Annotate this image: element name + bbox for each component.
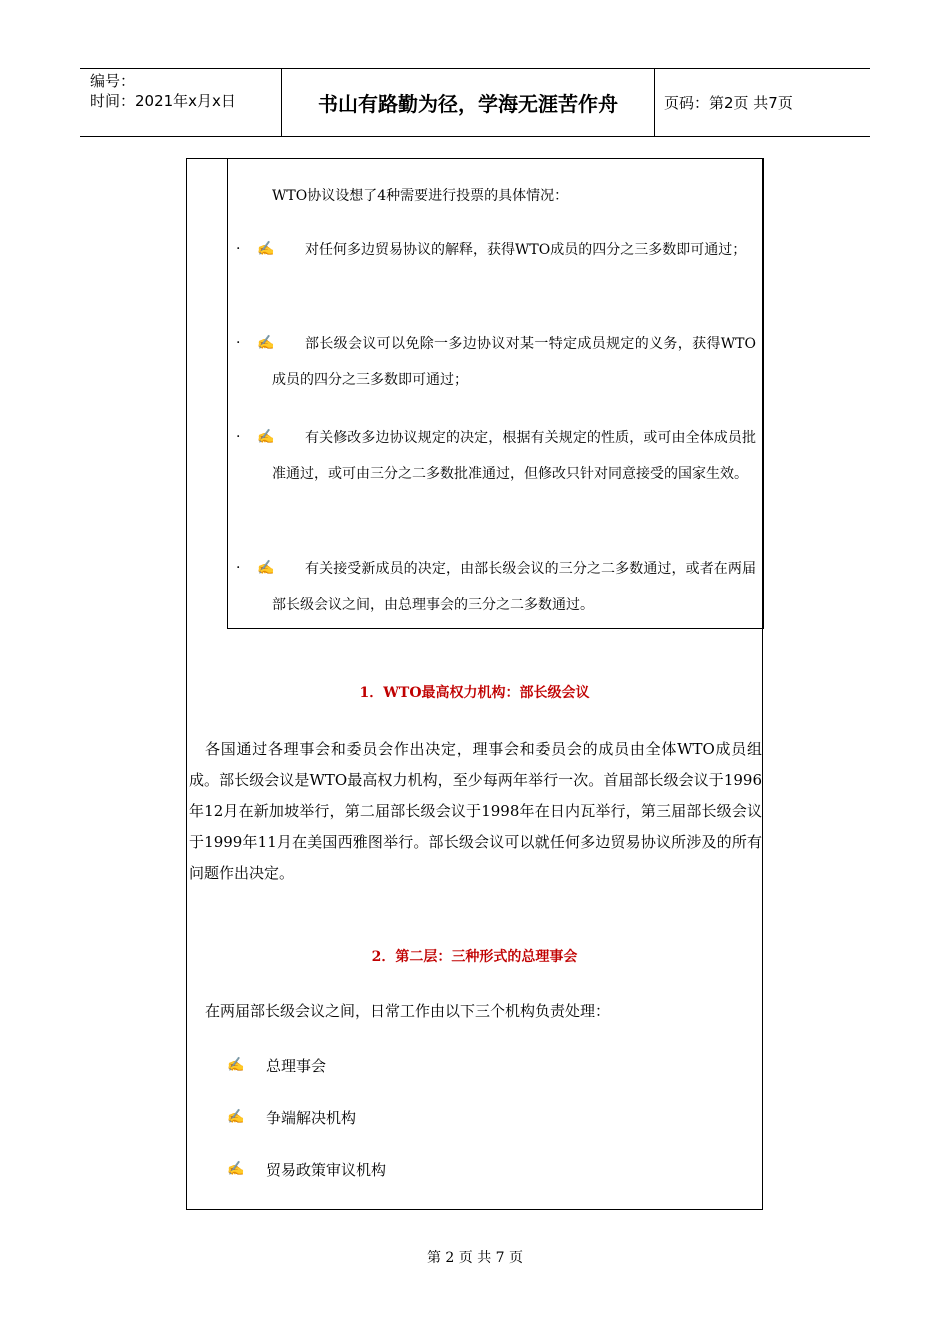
writing-hand-icon: ✍ <box>227 1057 245 1073</box>
list-item: 贸易政策审议机构 <box>266 1161 387 1179</box>
section-2-heading: 2．第二层：三种形式的总理事会 <box>371 949 578 965</box>
page-header <box>80 68 870 137</box>
motto-text: 书山有路勤为径，学海无涯苦作舟 <box>318 92 618 116</box>
voting-item: 部长级会议可以免除一多边协议对某一特定成员规定的义务，获得WTO成员的四分之三多数即可通过； <box>272 336 756 388</box>
header-meta <box>80 69 281 136</box>
writing-hand-icon: ✍ <box>257 560 275 576</box>
bullet-dot: · <box>236 335 241 351</box>
writing-hand-icon: ✍ <box>257 335 275 351</box>
code-label: 编号： <box>90 72 136 90</box>
writing-hand-icon: ✍ <box>257 429 275 445</box>
writing-hand-icon: ✍ <box>227 1161 245 1177</box>
writing-hand-icon: ✍ <box>257 241 275 257</box>
bullet-dot: · <box>236 241 241 257</box>
voting-intro: WTO协议设想了4种需要进行投票的具体情况： <box>272 188 569 204</box>
section-1-heading: 1．WTO最高权力机构：部长级会议 <box>359 685 590 701</box>
page-footer: 第 2 页 共 7 页 <box>426 1250 524 1266</box>
header-motto <box>281 69 655 136</box>
bullet-dot: · <box>236 560 241 576</box>
list-item: 争端解决机构 <box>266 1109 357 1127</box>
list-item: 总理事会 <box>266 1057 327 1075</box>
page-label: 页码：第2页 共7页 <box>664 94 793 112</box>
voting-item: 对任何多边贸易协议的解释，获得WTO成员的四分之三多数即可通过； <box>305 242 747 258</box>
voting-item: 有关修改多边协议规定的决定，根据有关规定的性质，或可由全体成员批准通过，或可由三分之二多数批准通过，但修改只针对同意接受的国家生效。 <box>272 430 756 482</box>
voting-item: 有关接受新成员的决定，由部长级会议的三分之二多数通过，或者在两届部长级会议之间，由总理事会的三分之二多数通过。 <box>272 561 756 613</box>
writing-hand-icon: ✍ <box>227 1109 245 1125</box>
bullet-dot: · <box>236 429 241 445</box>
section-1-paragraph: 各国通过各理事会和委员会作出决定，理事会和委员会的成员由全体WTO成员组成。部长级会议是WTO最高权力机构，至少每两年举行一次。首届部长级会议于1996年12月在新加坡举行，第二届部长级会议于1998年在日内瓦举行，第三届部长级会议于1999年11月在美国西雅图举行。部长级会议可以就任何多边贸易协议所涉及的所有问题作出决定。 <box>189 740 762 882</box>
date-label: 时间：2021年x月x日 <box>90 92 236 110</box>
section-2-intro: 在两届部长级会议之间，日常工作由以下三个机构负责处理： <box>205 1002 611 1020</box>
header-page-info <box>654 69 870 136</box>
